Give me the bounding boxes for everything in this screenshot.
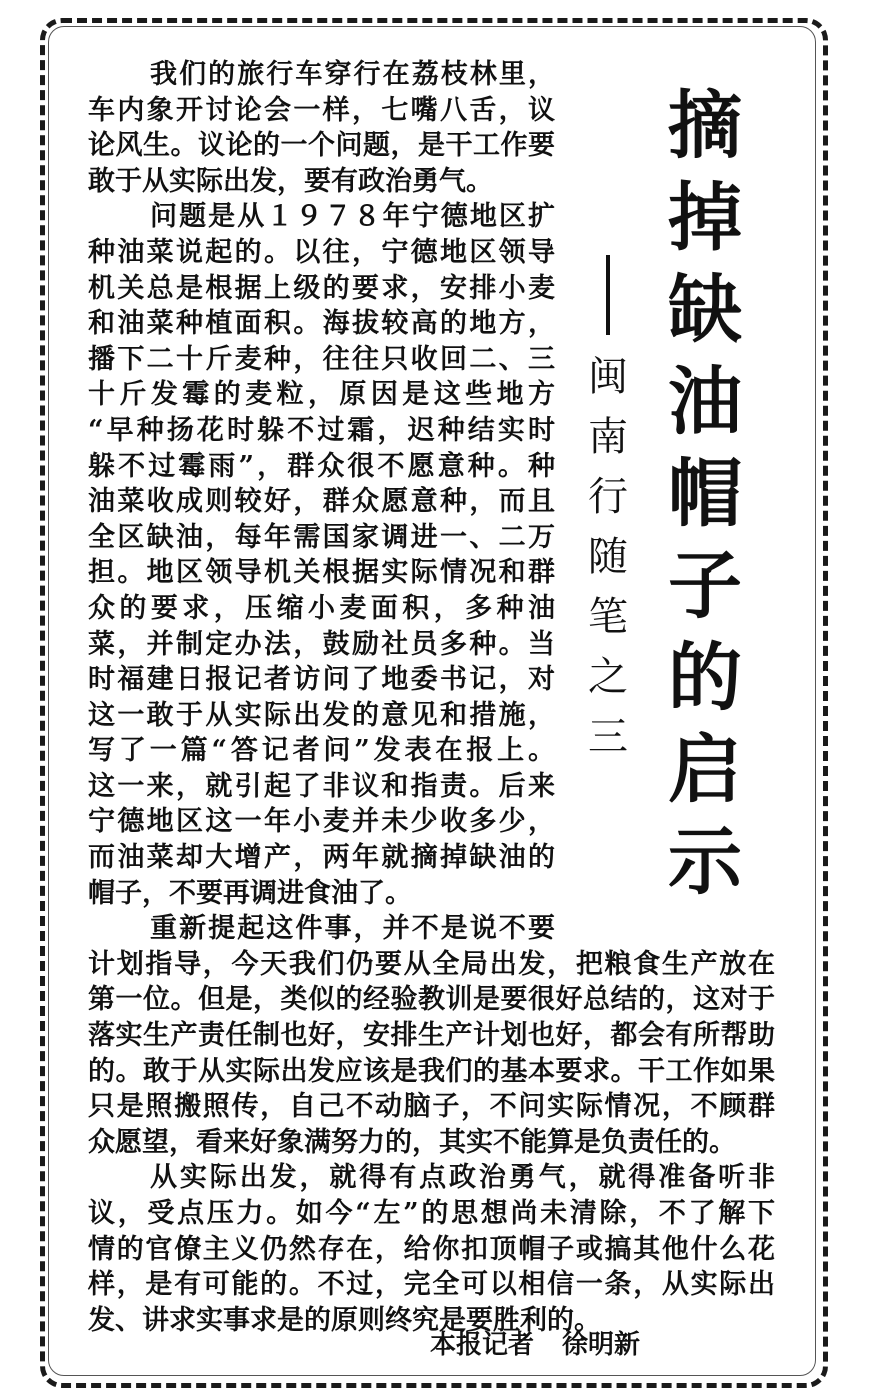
paragraph-line: 只是照搬照传，自己不动脑子，不问实际情况，不顾群 <box>88 1091 775 1123</box>
paragraph-line: 种油菜说起的。以往，宁德地区领导 <box>88 236 555 268</box>
paragraph-line: 发、讲求实事求是的原则终究是要胜利的。 <box>88 1304 601 1336</box>
paragraph-line: 的。敢于从实际出发应该是我们的基本要求。干工作如果 <box>88 1055 775 1087</box>
paragraph-line: 写了一篇“答记者问”发表在报上。 <box>88 735 555 767</box>
title-char: 摘 <box>668 83 742 169</box>
paragraph-line: 情的官僚主义仍然存在，给你扣顶帽子或搞其他什么花 <box>88 1233 775 1265</box>
paragraph-line: 计划指导，今天我们仍要从全局出发，把粮食生产放在 <box>88 948 775 980</box>
paragraph-line: 时福建日报记者访问了地委书记，对 <box>88 664 555 696</box>
subtitle-char: 南 <box>588 414 628 460</box>
paragraph-line: 担。地区领导机关根据实际情况和群 <box>88 557 555 589</box>
paragraph-line: 和油菜种植面积。海拔较高的地方， <box>88 308 555 340</box>
paragraph-line: 第一位。但是，类似的经验教训是要很好总结的，这对于 <box>88 984 775 1016</box>
subtitle-char: 笔 <box>588 594 628 640</box>
subtitle-char: 闽 <box>588 354 628 400</box>
title-char: 帽 <box>668 451 742 537</box>
subtitle-char: 之 <box>588 654 628 700</box>
article-body <box>88 57 778 1338</box>
title-char: 示 <box>668 819 742 905</box>
paragraph-line: 我们的旅行车穿行在荔枝林里， <box>150 59 555 90</box>
title-char: 缺 <box>668 267 742 353</box>
paragraph-line: 躲不过霉雨”，群众很不愿意种。种 <box>88 450 555 482</box>
paragraph-line: 落实生产责任制也好，安排生产计划也好，都会有所帮助 <box>88 1020 775 1052</box>
paragraph-line: 宁德地区这一年小麦并未少收多少， <box>88 806 555 838</box>
paragraph-line: 众的要求，压缩小麦面积，多种油 <box>88 592 555 624</box>
title-char: 掉 <box>668 175 742 261</box>
paragraph-line: 油菜收成则较好，群众愿意种，而且 <box>88 486 555 518</box>
paragraph-line: 全区缺油，每年需国家调进一、二万 <box>88 521 555 553</box>
title-char: 启 <box>668 727 742 813</box>
paragraph-line: 议，受点压力。如今“左”的思想尚未清除，不了解下 <box>88 1198 775 1229</box>
title-char: 的 <box>668 635 742 721</box>
subtitle-char: 行 <box>588 474 628 520</box>
subtitle-char: 三 <box>588 714 628 760</box>
paragraph-line: 车内象开讨论会一样，七嘴八舌，议 <box>88 94 555 126</box>
title-char: 子 <box>668 543 742 629</box>
paragraph-line: “早种扬花时躲不过霜，迟种结实时 <box>88 414 555 446</box>
byline <box>430 1324 640 1361</box>
paragraph-line: 样，是有可能的。不过，完全可以相信一条，从实际出 <box>88 1269 775 1301</box>
byline-name: 徐明新 <box>562 1330 641 1360</box>
paragraph-line: 而油菜却大增产，两年就摘掉缺油的 <box>88 842 555 874</box>
paragraph-line: 菜，并制定办法，鼓励社员多种。当 <box>88 628 555 660</box>
paragraph-line: 帽子，不要再调进食油了。 <box>88 877 412 909</box>
paragraph-line: 重新提起这件事，并不是说不要 <box>150 913 555 945</box>
paragraph-line: 这一来，就引起了非议和指责。后来 <box>88 770 555 802</box>
paragraph-line: 敢于从实际出发，要有政治勇气。 <box>88 165 493 197</box>
paragraph-line: 众愿望，看来好象满努力的，其实不能算是负责任的。 <box>88 1126 736 1158</box>
paragraph-line: 播下二十斤麦种，往往只收回二、三 <box>88 343 555 375</box>
paragraph-line: 这一敢于从实际出发的意见和措施， <box>88 699 555 731</box>
title-char: 油 <box>668 359 742 445</box>
paragraph-line: 十斤发霉的麦粒，原因是这些地方 <box>88 379 555 411</box>
paragraph-line: 从实际出发，就得有点政治勇气，就得准备听非 <box>150 1162 775 1194</box>
paragraph-line: 机关总是根据上级的要求，安排小麦 <box>88 272 555 304</box>
byline-role: 本报记者 <box>430 1330 535 1360</box>
paragraph-line: 问题是从１９７８年宁德地区扩 <box>150 201 555 233</box>
subtitle-char: 随 <box>588 534 628 580</box>
paragraph-line: 论风生。议论的一个问题，是干工作要 <box>88 130 555 162</box>
